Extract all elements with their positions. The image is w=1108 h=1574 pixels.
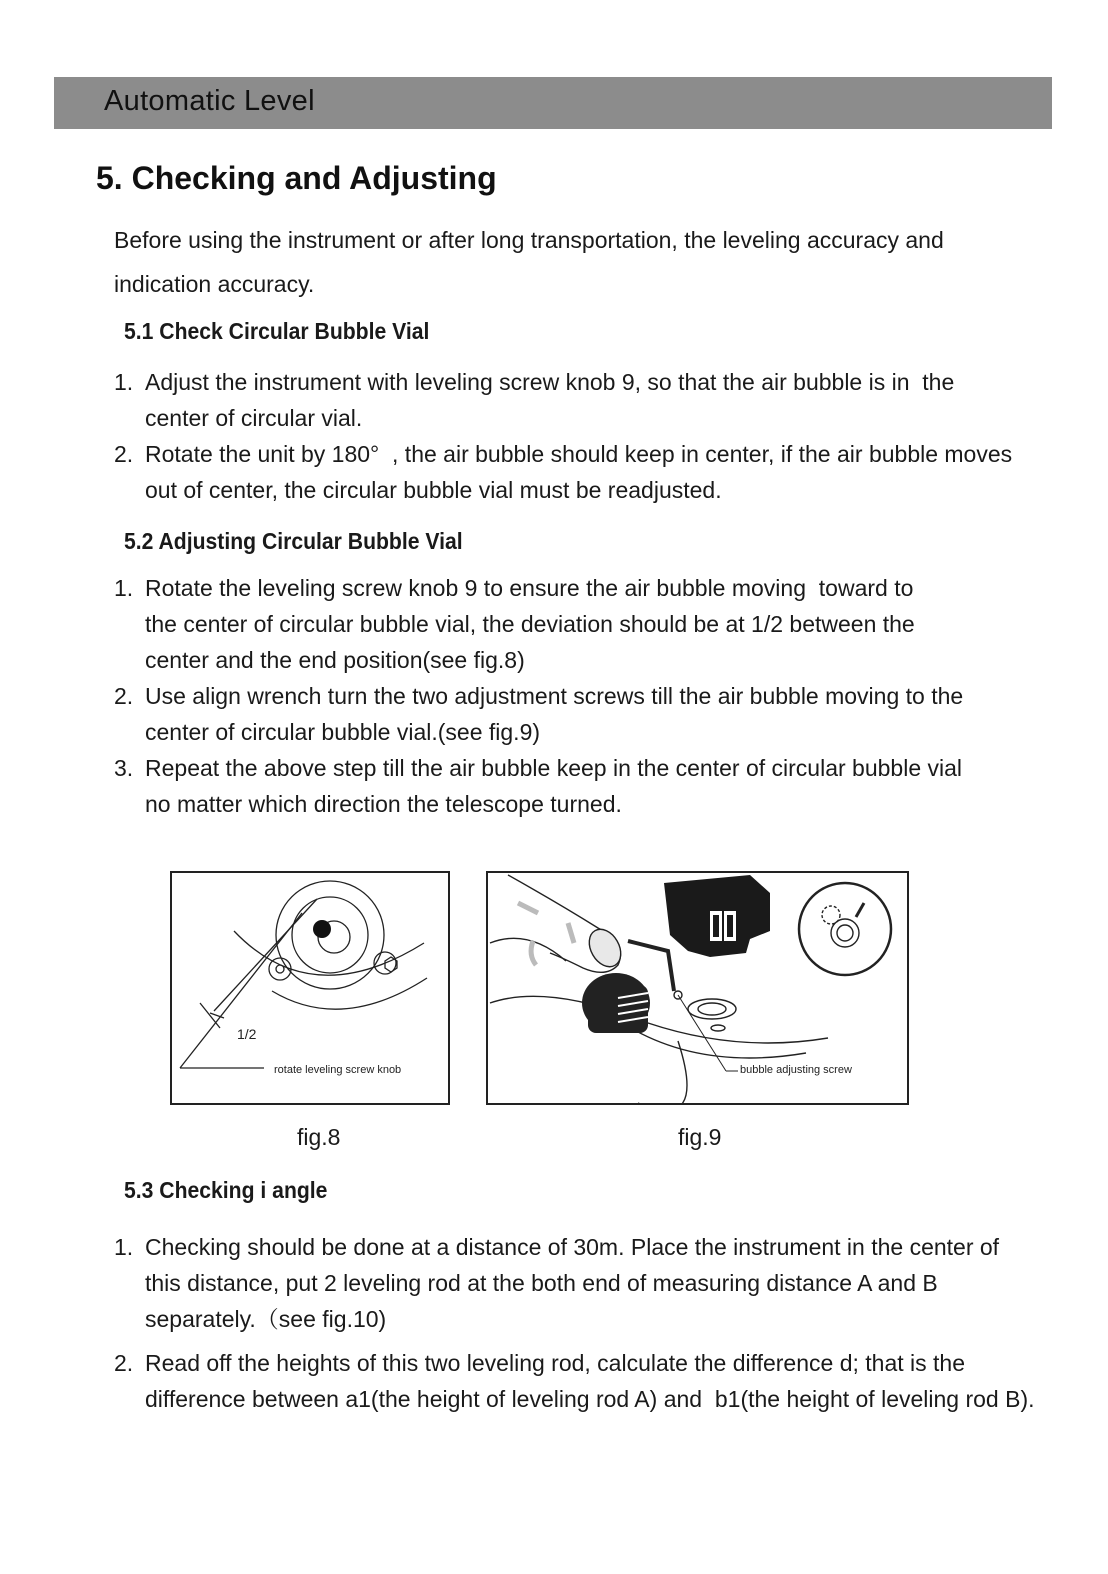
list-item-number: 2. (114, 441, 134, 467)
section-title: 5. Checking and Adjusting (96, 160, 497, 196)
list-5-1 (114, 364, 1019, 508)
list-item (114, 1345, 1045, 1417)
list-item (114, 364, 1015, 436)
half-label: 1/2 (237, 1026, 257, 1042)
list-item-number: 1. (114, 575, 134, 601)
list-item-number: 1. (114, 369, 134, 395)
list-item-number: 3. (114, 755, 134, 781)
header-title: Automatic Level (104, 85, 315, 117)
list-item-number: 1. (114, 1234, 134, 1260)
list-item-text: Adjust the instrument with leveling screw knob 9, so that the air bubble is in the center of circular vial. (145, 369, 961, 431)
list-item-text: Checking should be done at a distance of 30m. Place the instrument in the center of this distance, put 2 leveling rod at the both end of measuring distance A and B separately.（see fig.10) (145, 1234, 1006, 1332)
subsection-title-5-3: 5.3 Checking i angle (124, 1177, 328, 1203)
figure-8 (170, 871, 450, 1105)
list-item-text: Rotate the unit by 180° , the air bubble should keep in center, if the air bubble moves out of center, the circular bubble vial must be readjusted. (145, 441, 1019, 503)
list-5-2 (114, 570, 1014, 822)
list-item-text: Use align wrench turn the two adjustment screws till the air bubble moving to the center of circular bubble vial.(see fig.9) (145, 683, 970, 745)
list-item-text: Rotate the leveling screw knob 9 to ensure the air bubble moving toward to the center of circular bubble vial, the deviation should be at 1/2 between the center and the end position(see fig.8) (145, 575, 922, 673)
list-item (114, 678, 985, 750)
figure-9 (486, 871, 909, 1105)
page-header-bar (54, 77, 1052, 129)
list-item (114, 1229, 1005, 1337)
section-intro: Before using the instrument or after long transportation, the leveling accuracy and indication accuracy. (114, 227, 944, 297)
list-item (114, 570, 945, 678)
fig9-callout: bubble adjusting screw (740, 1064, 852, 1076)
fig8-callout: rotate leveling screw knob (274, 1064, 402, 1076)
list-item (114, 436, 1019, 508)
fig8-caption: fig.8 (297, 1124, 341, 1150)
list-item-number: 2. (114, 683, 134, 709)
list-item-text: Read off the heights of this two leveling rod, calculate the difference d; that is the difference between a1(the height of leveling rod A) and b1(the height of leveling rod B). (145, 1350, 1035, 1412)
fig9-caption: fig.9 (678, 1124, 722, 1150)
list-item-number: 2. (114, 1350, 134, 1376)
list-item-text: Repeat the above step till the air bubble keep in the center of circular bubble vial no matter which direction the telescope turned. (145, 755, 969, 817)
list-item (114, 750, 985, 822)
subsection-title-5-1: 5.1 Check Circular Bubble Vial (124, 318, 430, 344)
subsection-title-5-2: 5.2 Adjusting Circular Bubble Vial (124, 528, 463, 554)
list-5-3 (114, 1229, 1035, 1417)
